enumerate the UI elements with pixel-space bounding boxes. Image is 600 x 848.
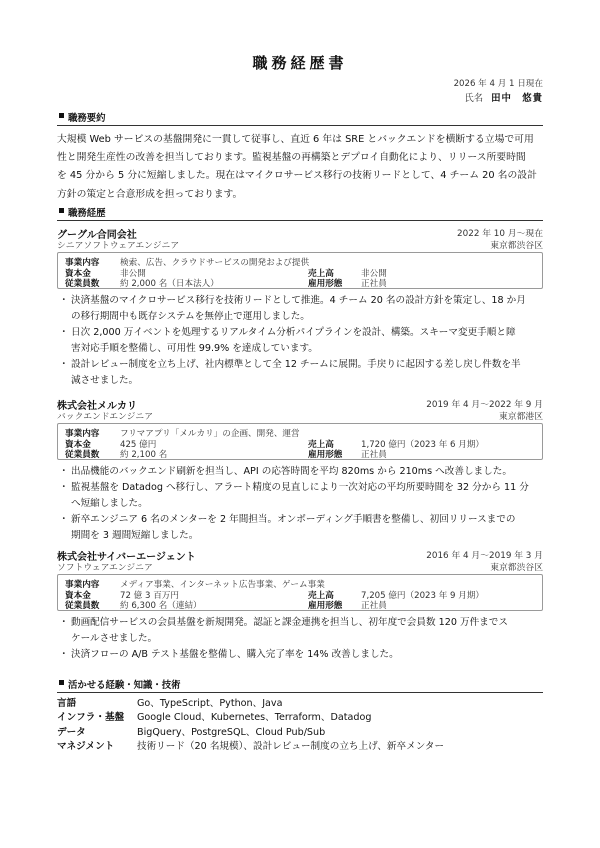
value-employment: 正社員 — [361, 601, 387, 611]
label-sales: 売上高 — [308, 591, 334, 601]
value-capital: 72 億 3 百万円 — [120, 591, 179, 601]
label-employment: 雇用形態 — [308, 601, 343, 611]
achievement-item — [57, 512, 543, 544]
value-business: メディア事業、インターネット広告事業、ゲーム事業 — [120, 580, 325, 590]
achievement-item — [57, 325, 543, 357]
job-role: シニアソフトウェアエンジニア — [57, 241, 180, 251]
achievement-list — [57, 464, 543, 544]
applicant-name: 田中 悠貴 — [491, 93, 543, 104]
skill-row — [57, 740, 543, 754]
value-business: フリマアプリ「メルカリ」の企画、開発、運営 — [120, 429, 300, 439]
achievement-item — [57, 615, 543, 647]
skill-value: Go、TypeScript、Python、Java — [137, 698, 283, 709]
label-employees: 従業員数 — [65, 279, 100, 289]
value-employment: 正社員 — [361, 450, 387, 460]
label-capital: 資本金 — [65, 591, 91, 601]
skill-category: マネジメント — [57, 740, 115, 752]
document-title: 職務経歴書 — [252, 54, 348, 72]
achievement-item — [57, 293, 543, 325]
label-sales: 売上高 — [308, 440, 334, 450]
section-header-experience — [57, 205, 543, 221]
bullet-mark: ・ — [59, 482, 69, 493]
achievement-item — [57, 464, 543, 480]
job-role: バックエンドエンジニア — [57, 412, 154, 422]
value-employees: 約 2,000 名（日本法人） — [120, 279, 219, 289]
bullet-mark: ・ — [59, 466, 69, 477]
section-title-skills: 活かせる経験・知識・技術 — [68, 680, 181, 691]
label-employees: 従業員数 — [65, 450, 100, 460]
achievement-line: へ短縮しました。 — [71, 498, 148, 509]
value-business: 検索、広告、クラウドサービスの開発および提供 — [120, 258, 310, 268]
job-period: 2016 年 4 月～2019 年 3 月 — [426, 551, 543, 561]
achievement-line: 期間を 3 週間短縮しました。 — [71, 530, 199, 541]
company-info-box — [57, 252, 543, 289]
section-title-experience: 職務経歴 — [68, 208, 106, 219]
achievement-item — [57, 647, 543, 663]
section-header-skills — [57, 677, 543, 693]
skill-row — [57, 697, 543, 711]
summary-line: 方針の策定と合意形成を担っております。 — [57, 188, 243, 200]
bullet-mark: ・ — [59, 295, 69, 306]
label-capital: 資本金 — [65, 440, 91, 450]
label-employees: 従業員数 — [65, 601, 100, 611]
achievement-list — [57, 615, 543, 663]
skill-category: 言語 — [57, 698, 77, 709]
achievement-item — [57, 357, 543, 389]
company-name: 株式会社メルカリ — [57, 401, 137, 412]
skill-category: データ — [57, 726, 86, 738]
job-period: 2019 年 4 月～2022 年 9 月 — [426, 400, 543, 410]
section-header-summary — [57, 110, 543, 126]
achievement-line: 決済基盤のマイクロサービス移行を技術リードとして推進。4 チーム 20 名の設計方針を策定し、18 か月 — [71, 295, 526, 306]
achievement-line: 決済フローの A/B テスト基盤を整備し、購入完了率を 14% 改善しました。 — [71, 649, 399, 660]
value-employment: 正社員 — [361, 279, 387, 289]
bullet-mark: ・ — [59, 327, 69, 338]
skill-value: 技術リード（20 名規模）、設計レビュー制度の立ち上げ、新卒メンター — [137, 740, 445, 752]
name-row — [464, 90, 543, 104]
label-business: 事業内容 — [65, 580, 100, 590]
document-date: 2026 年 4 月 1 日現在 — [453, 79, 543, 89]
achievement-line: 減させました。 — [71, 375, 139, 386]
value-sales: 非公開 — [361, 269, 387, 279]
skill-category: インフラ・基盤 — [57, 712, 125, 724]
bullet-mark: ・ — [59, 359, 69, 370]
value-sales: 1,720 億円（2023 年 6 月期） — [361, 440, 485, 450]
section-square-icon — [59, 680, 64, 685]
label-business: 事業内容 — [65, 258, 100, 268]
summary-line: 性と開発生産性の改善を担当しております。監視基盤の再構築とデプロイ自動化により、リリース所要時間 — [57, 152, 526, 164]
skill-row — [57, 711, 543, 725]
job-location: 東京都渋谷区 — [490, 563, 543, 573]
section-title-summary: 職務要約 — [68, 113, 106, 124]
company-name: 株式会社サイバーエージェント — [57, 552, 196, 563]
summary-text — [57, 131, 543, 204]
job-role: ソフトウェアエンジニア — [57, 563, 153, 573]
label-employment: 雇用形態 — [308, 279, 343, 289]
section-square-icon — [59, 208, 64, 213]
achievement-list — [57, 293, 543, 389]
label-sales: 売上高 — [308, 269, 334, 279]
value-sales: 7,205 億円（2023 年 9 月期） — [361, 591, 485, 601]
achievement-line: 害対応手順を整備し、可用性 99.9% を達成しています。 — [71, 343, 318, 354]
skills-list — [57, 697, 543, 754]
skill-value: Google Cloud、Kubernetes、Terraform、Datadog — [137, 712, 372, 724]
name-label: 氏名 — [464, 93, 484, 104]
label-capital: 資本金 — [65, 269, 91, 279]
company-info-box — [57, 423, 543, 460]
label-business: 事業内容 — [65, 429, 100, 439]
achievement-line: ケールさせました。 — [71, 633, 158, 644]
job-period: 2022 年 10 月～現在 — [457, 229, 543, 239]
achievement-line: 設計レビュー制度を立ち上げ、社内標準として全 12 チームに展開。手戻りに起因する差し戻し件数を半 — [71, 359, 521, 370]
company-name: グーグル合同会社 — [57, 230, 137, 241]
section-square-icon — [59, 113, 64, 118]
value-employees: 約 2,100 名 — [120, 450, 168, 460]
skill-row — [57, 726, 543, 740]
summary-line: 大規模 Web サービスの基盤開発に一貫して従事し、直近 6 年は SRE とバックエンドを横断する立場で可用 — [57, 134, 534, 145]
company-info-box — [57, 574, 543, 611]
achievement-line: の移行期間中も既存システムを無停止で運用しました。 — [71, 311, 310, 322]
job-location: 東京都港区 — [499, 412, 543, 422]
achievement-line: 新卒エンジニア 6 名のメンターを 2 年間担当。オンボーディング手順書を整備し、初回リリースまでの — [71, 514, 516, 525]
achievement-line: 日次 2,000 万イベントを処理するリアルタイム分析パイプラインを設計、構築。スキーマ変更手順と障 — [71, 327, 516, 338]
bullet-mark: ・ — [59, 514, 69, 525]
bullet-mark: ・ — [59, 617, 69, 628]
value-capital: 425 億円 — [120, 440, 157, 450]
achievement-line: 出品機能のバックエンド刷新を担当し、API の応答時間を平均 820ms から 210ms へ改善しました。 — [71, 466, 512, 477]
summary-line: を 45 分から 5 分に短縮しました。現在はマイクロサービス移行の技術リードとして、4 チーム 20 名の設計 — [57, 170, 537, 182]
achievement-line: 監視基盤を Datadog へ移行し、アラート精度の見直しにより一次対応の平均所要時間を 32 分から 11 分 — [71, 482, 529, 493]
bullet-mark: ・ — [59, 649, 69, 660]
label-employment: 雇用形態 — [308, 450, 343, 460]
job-location: 東京都渋谷区 — [490, 241, 543, 251]
skill-value: BigQuery、PostgreSQL、Cloud Pub/Sub — [137, 726, 326, 738]
value-capital: 非公開 — [120, 269, 146, 279]
achievement-line: 動画配信サービスの会員基盤を新規開発。認証と課金連携を担当し、初年度で会員数 120 万件までス — [71, 617, 508, 628]
achievement-item — [57, 480, 543, 512]
value-employees: 約 6,300 名（連結） — [120, 601, 202, 611]
